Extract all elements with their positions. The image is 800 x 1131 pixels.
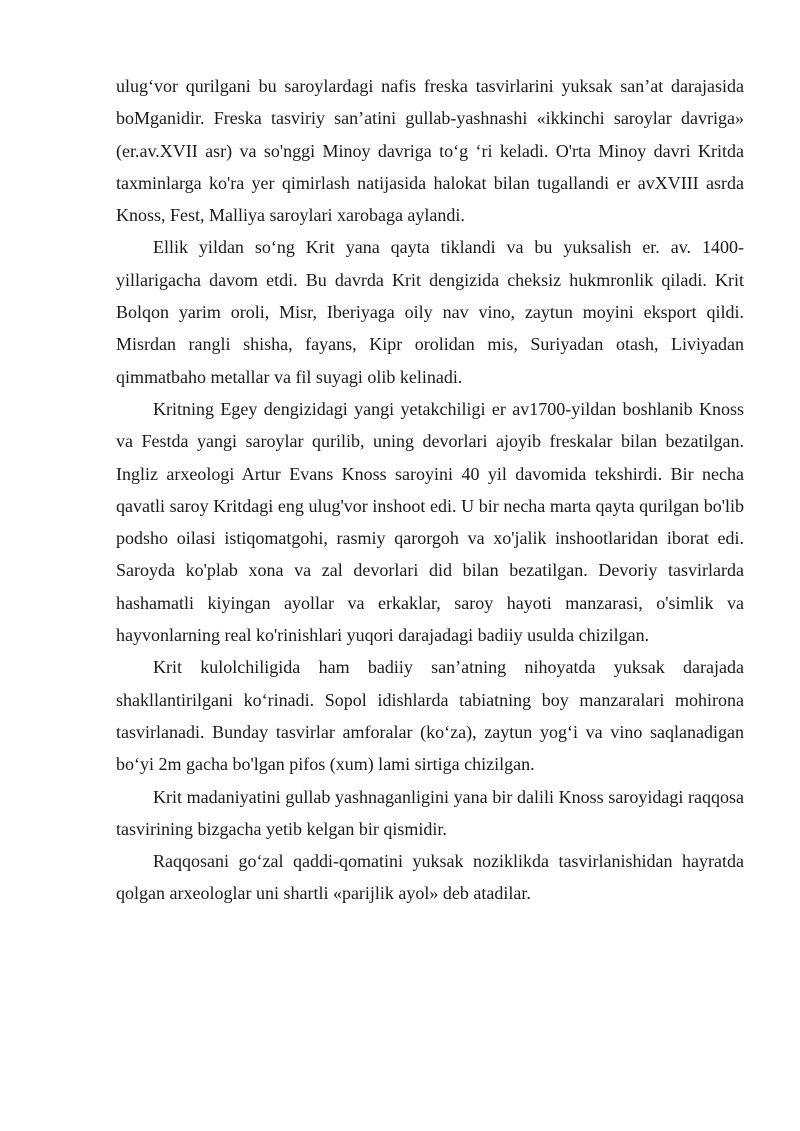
paragraph-5: Krit madaniyatini gullab yashnaganligini yana bir dalili Knoss saroyidagi raqqosa tasvirining bizgacha yetib kelgan bir qismidir. [116, 786, 744, 839]
paragraph-6: Raqqosani go‘zal qaddi-qomatini yuksak noziklikda tasvirlanishidan hayratda qolgan arxeologlar uni shartli «parijlik ayol» deb atadilar. [116, 851, 744, 904]
paragraph-1: ulug‘vor qurilgani bu saroylardagi nafis freska tasvirlarini yuksak san’at darajasida boMganidir. Freska tasviriy san’atini gullab-yashnashi «ikkinchi saroylar davriga» (er.av.XVII asr) va so'nggi Minoy davriga to‘g ‘ri keladi. O'rta Minoy davri Kritda taxminlarga ko'ra yer qimirlash natijasida halokat bilan tugallandi er avXVIII asrda Knoss, Fest, Malliya saroylari xarobaga aylandi. [116, 76, 744, 226]
paragraph-3: Kritning Egey dengizidagi yangi yetakchiligi er av1700-yildan boshlanib Knoss va Festda yangi saroylar qurilib, uning devorlari ajoyib freskalar bilan bezatilgan. Ingliz arxeologi Artur Evans Knoss saroyini 40 yil davomida tekshirdi. Bir necha qavatli saroy Kritdagi eng ulug'vor inshoot edi. U bir necha marta qayta qurilgan bo'lib podsho oilasi istiqomatgohi, rasmiy qarorgoh va xo'jalik inshootlaridan iborat edi. Saroyda ko'plab xona va zal devorlari did bilan bezatilgan. Devoriy tasvirlarda hashamatli kiyingan ayollar va erkaklar, saroy hayoti manzarasi, o'simlik va hayvonlarning real ko'rinishlari yuqori darajadagi badiiy usulda chizilgan. [116, 398, 744, 646]
paragraph-2: Ellik yildan so‘ng Krit yana qayta tiklandi va bu yuksalish er. av. 1400-yillarigacha davom etdi. Bu davrda Krit dengizida cheksiz hukmronlik qiladi. Krit Bolqon yarim oroli, Misr, Iberiyaga oily nav vino, zaytun moyini eksport qildi. Misrdan rangli shisha, fayans, Kipr orolidan mis, Suriyadan otash, Liviyadan qimmatbaho metallar va fil suyagi olib kelinadi. [116, 237, 744, 387]
document-body [116, 70, 744, 910]
paragraph-4: Krit kulolchiligida ham badiiy san’atning nihoyatda yuksak darajada shakllantirilgani ko‘rinadi. Sopol idishlarda tabiatning boy manzaralari mohirona tasvirlanadi. Bunday tasvirlar amforalar (ko‘za), zaytun yog‘i va vino saqlanadigan bo‘yi 2m gacha bo'lgan pifos (xum) lami sirtiga chizilgan. [116, 657, 744, 775]
